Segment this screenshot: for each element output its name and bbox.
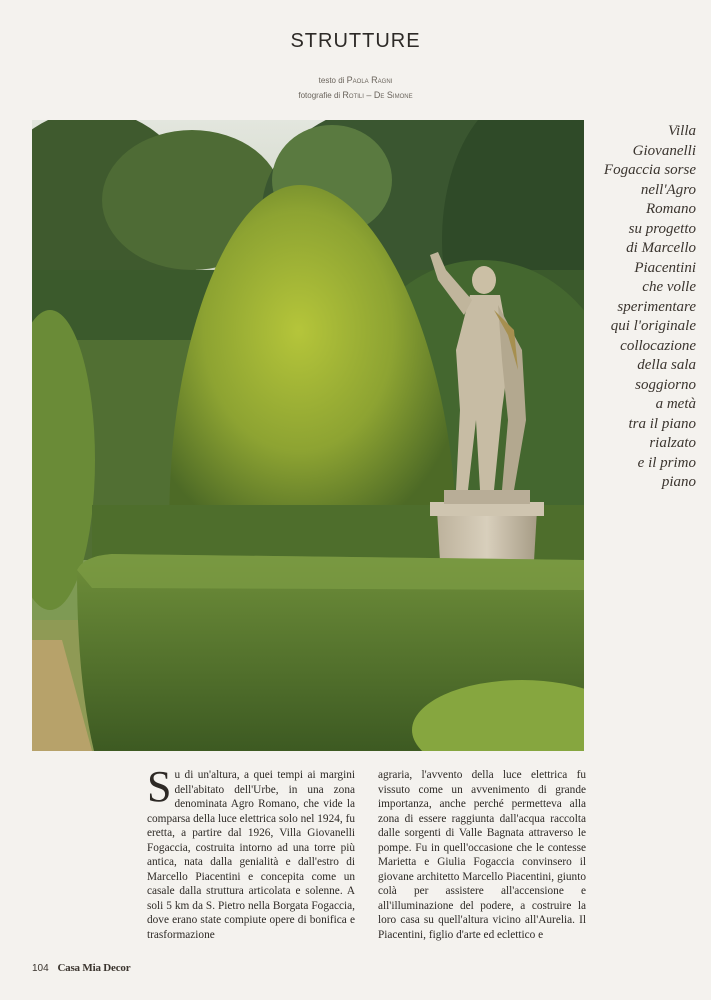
garden-illustration <box>32 120 584 751</box>
section-title: STRUTTURE <box>290 30 421 52</box>
text-credit <box>0 73 711 88</box>
caption-line: sperimentare <box>617 298 696 315</box>
caption-line: Villa <box>667 123 696 139</box>
column-1-text: u di un'altura, a quei tempi ai margini dell'abitato dell'Urbe, in una zona denominata Agro Romano, che vide la comparsa della luce elettrica solo nel 1924, fu eretta, a partire dal 1926, Villa Giovanelli Fogaccia, costruita intorno ad una torre più antica, nata dalla genialità e dall'estro di Marcello Piacentini e concepita come un casale dalla struttura articolata e solenne. A soli 5 km da S. Pietro nella Borgata Fogaccia, dove erano state compiute opere di bonifica e trasformazione <box>147 769 355 941</box>
caption-line: nell'Agro <box>640 181 696 198</box>
caption-line: qui l'originale <box>610 318 696 334</box>
caption-line: che volle <box>642 279 696 295</box>
page-number: 104 <box>32 963 49 974</box>
caption-line: Fogaccia sorse <box>603 162 696 178</box>
photo-credit <box>0 88 711 103</box>
caption-line: rialzato <box>649 435 696 451</box>
text-credit-prefix: testo di <box>318 76 345 85</box>
caption-line: e il primo <box>637 454 696 471</box>
photographer-name: Rotili – De Simone <box>342 90 413 100</box>
side-caption <box>592 122 696 493</box>
caption-line: della sala <box>637 357 696 373</box>
caption-line: piano <box>661 474 696 490</box>
caption-line: di Marcello <box>626 240 696 256</box>
drop-cap: S <box>147 762 172 811</box>
caption-line: Romano <box>646 201 696 217</box>
column-2-text: agraria, l'avvento della luce elettrica fu vissuto come un avvenimento di grande importanza, anche perché permetteva alla zona di essere raggiunta dall'acqua raccolta dalle sorgenti di Valle Bagnata attraverso le pompe. Fu in quell'occasione che le contesse Marietta e Giulia Fogaccia convinsero il giovane architetto Marcello Piacentini, giunto colà per assistere all'accensione e all'illuminazione del podere, a costruire la loro casa su quell'altura vicino all'Aurelia. Il Piacentini, figlio d'arte ed eclettico e <box>378 769 586 941</box>
page-footer <box>32 962 130 974</box>
caption-line: su progetto <box>628 220 696 237</box>
caption-line: Piacentini <box>634 259 696 276</box>
caption-line: soggiorno <box>635 376 696 393</box>
article-column-1 <box>147 762 355 942</box>
article-column-2 <box>378 768 586 942</box>
caption-line: a metà <box>655 396 696 412</box>
photo-credit-prefix: fotografie di <box>298 91 341 100</box>
magazine-name: Casa Mia Decor <box>57 962 131 974</box>
caption-line: Giovanelli <box>632 142 696 159</box>
author-name: Paola Ragni <box>346 75 393 85</box>
caption-line: collocazione <box>620 337 696 354</box>
credits <box>0 73 711 103</box>
garden-photo <box>32 120 584 751</box>
caption-line: tra il piano <box>628 415 696 432</box>
